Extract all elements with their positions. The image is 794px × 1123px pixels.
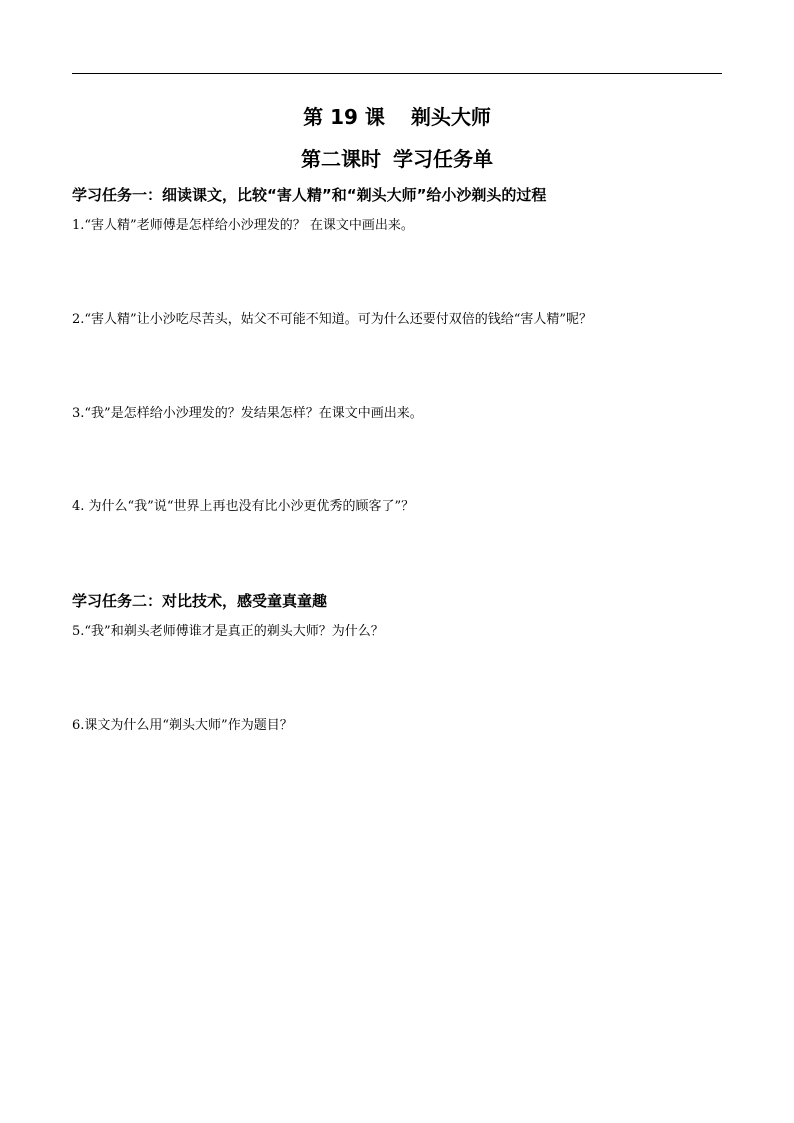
task1-heading: 学习任务一：细读课文，比较“害人精”和“剃头大师”给小沙剃头的过程	[72, 186, 547, 204]
header-rule	[72, 73, 722, 74]
lesson-name: 剃头大师	[410, 105, 491, 129]
period-label: 第二课时	[301, 147, 381, 171]
question-5: 5.“我”和剃头老师傅谁才是真正的剃头大师？为什么？	[72, 624, 384, 639]
question-2: 2.“害人精”让小沙吃尽苦头，姑父不可能不知道。可为什么还要付双倍的钱给“害人精”呢？	[72, 312, 592, 327]
page-title	[0, 104, 794, 130]
question-4: 4. 为什么“我”说“世界上再也没有比小沙更优秀的顾客了”？	[72, 499, 415, 514]
page-subtitle	[0, 146, 794, 172]
lesson-number: 第 19 课	[303, 105, 385, 129]
question-1: 1.“害人精”老师傅是怎样给小沙理发的？ 在课文中画出来。	[72, 218, 414, 233]
question-6: 6.课文为什么用“剃头大师”作为题目？	[72, 718, 293, 733]
worksheet-label: 学习任务单	[393, 147, 493, 171]
task2-heading: 学习任务二：对比技术，感受童真童趣	[72, 592, 328, 610]
question-3: 3.“我”是怎样给小沙理发的？发结果怎样？在课文中画出来。	[72, 406, 423, 421]
